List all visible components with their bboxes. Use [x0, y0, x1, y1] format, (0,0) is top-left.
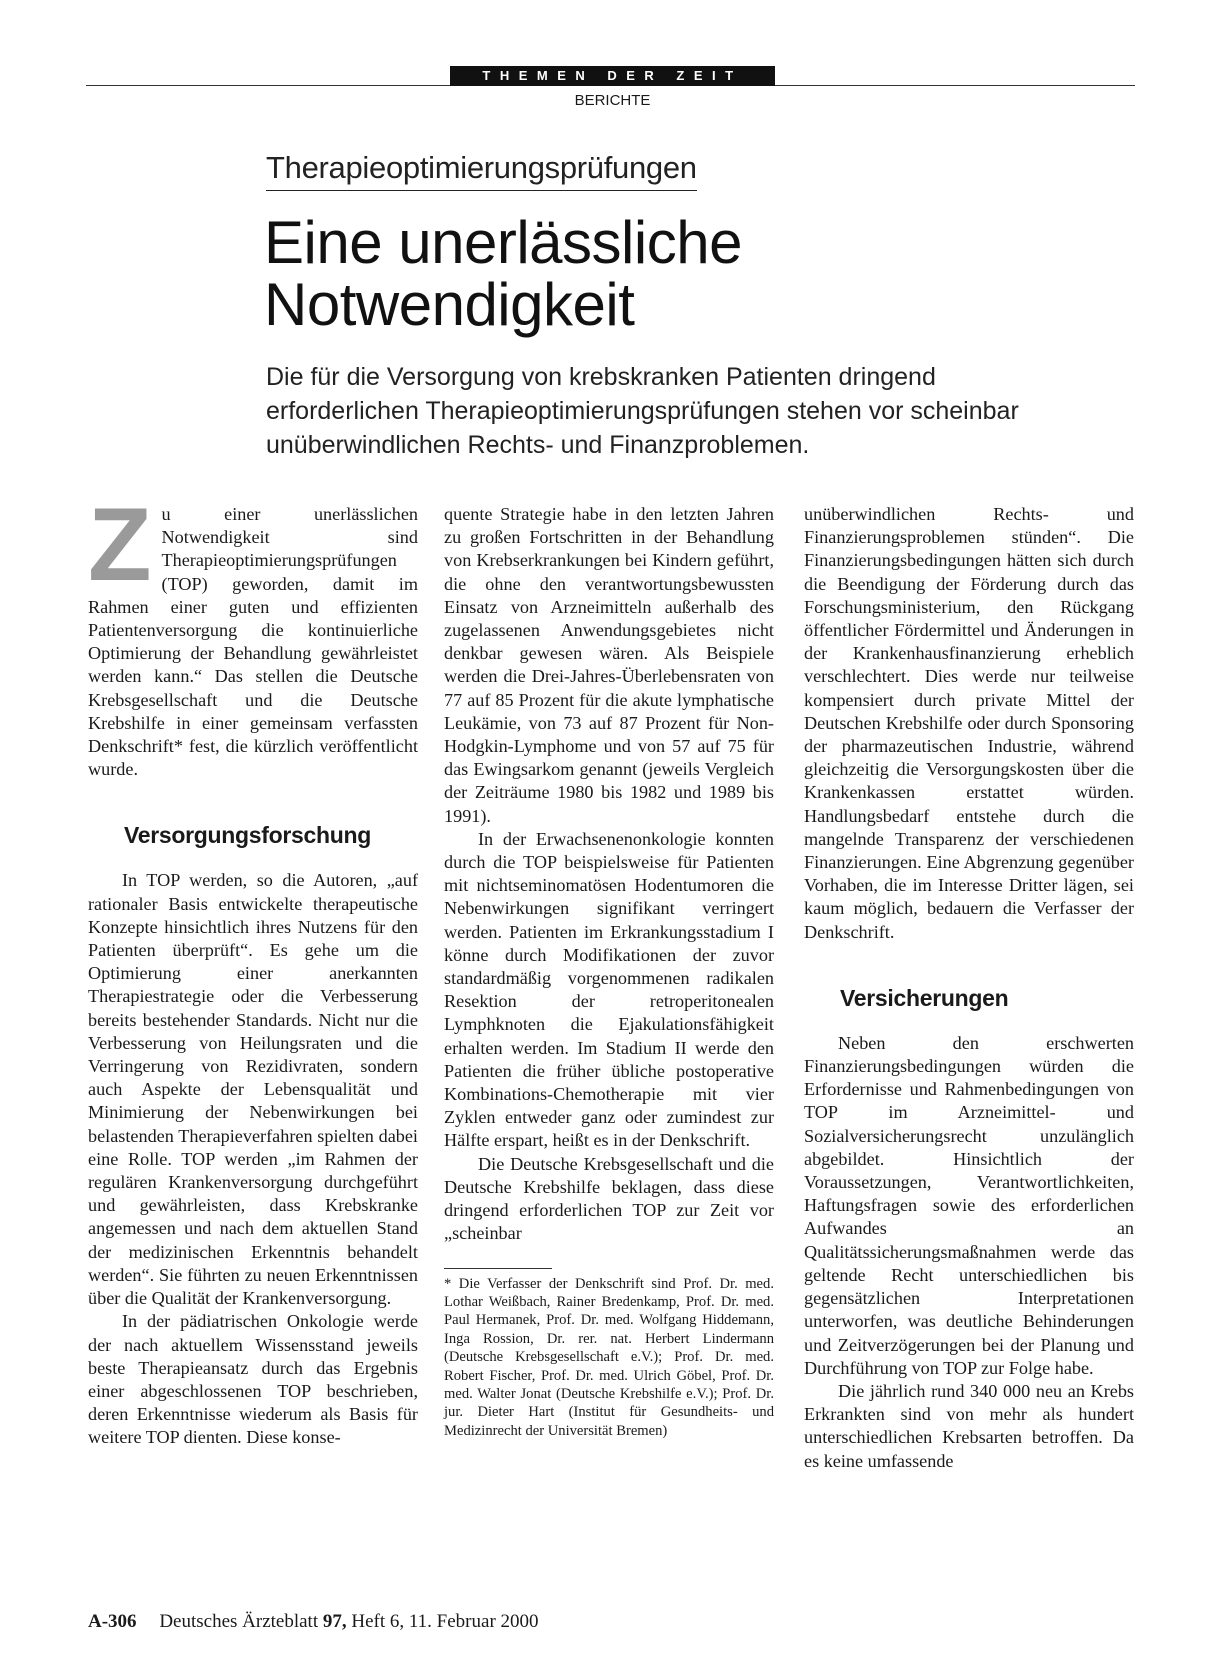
footnote-rule	[444, 1268, 552, 1269]
column-2	[444, 503, 774, 1440]
column-1	[88, 487, 418, 1450]
paragraph-5-cont: unüberwindlichen Rechts- und Finanzierungsproblemen stünden“. Die Finanzierungsbedingungen hätten sich durch die Beendigung der Förderung durch das Forschungsministerium, den Rückgang öffentlicher Fördermittel und Änderungen in der Krankenhausfinanzierung erheblich verschlechtert. Dies werde nur teilweise kompensiert durch private Mittel der Deutschen Krebshilfe oder durch Sponsoring der pharmazeutischen Industrie, während gleichzeitig die Versorgungskosten über die Krankenkassen erstattet würden. Handlungsbedarf entstehe durch die mangelnde Transparenz der verschiedenen Finanzierungen. Eine Abgrenzung gegenüber Vorhaben, die im Interesse Dritter lägen, sei kaum möglich, bedauern die Verfasser der Denkschrift.	[804, 504, 1134, 942]
article-kicker: Therapieoptimierungsprüfungen	[266, 150, 697, 191]
paragraph-4: In der Erwachsenenonkologie konnten durch die TOP beispielsweise für Patienten mit nichtseminomatösen Hodentumoren die Nebenwirkungen signifikant verringert werden. Patienten im Erkrankungsstadium I könne durch Modifikationen der zuvor standardmäßig vorgenommenen radikalen Resektion der retroperitonealen Lymphknoten die Ejakulationsfähigkeit erhalten werden. Im Stadium II werde den Patienten die früher übliche postoperative Kombinations-Chemotherapie mit vier Zyklen entweder ganz oder zumindest zur Hälfte erspart, heißt es in der Denkschrift.	[444, 828, 774, 1151]
paragraph-6: Neben den erschwerten Finanzierungsbedingungen würden die Erfordernisse und Rahmenbedingungen von TOP im Arzneimittel- und Sozialversicherungsrecht unzulänglich abgebildet. Hinsichtlich der Voraussetzungen, Verantwortlichkeiten, Haftungsfragen sowie des erforderlichen Aufwandes an Qualitätssicherungsmaßnahmen werde das geltende Recht unterschiedlichen bis gegensätzlichen Interpretationen unterworfen, was deutliche Behinderungen und Zeitverzögerungen bei der Planung und Durchführung von TOP zur Folge habe.	[804, 1032, 1134, 1378]
paragraph-2: In TOP werden, so die Autoren, „auf rationaler Basis entwickelte therapeutische Konzepte hinsichtlich ihres Nutzens für den Patienten überprüft“. Es gehe um die Optimierung einer anerkannten Therapiestrategie oder die Verbesserung bereits bestehender Standards. Nicht nur die Verbesserung von Heilungsraten und die Verringerung von Rezidivraten, sondern auch Aspekte der Lebensqualität und Minimierung der Nebenwirkungen bei belastenden Therapieverfahren spielten dabei eine Rolle. TOP werden „im Rahmen der regulären Krankenversorgung durchgeführt und gewährleisten, dass Krebskranke angemessen und nach dem aktuellen Stand der medizinischen Erkenntnis behandelt werden“. Sie führten zu neuen Erkenntnissen über die Qualität der Krankenversorgung.	[88, 870, 418, 1309]
footnote: * Die Verfasser der Denkschrift sind Prof. Dr. med. Lothar Weißbach, Rainer Bredenkamp, Prof. Dr. med. Paul Hermanek, Prof. Dr. med. Wolfgang Hiddemann, Inga Rossion, Dr. rer. nat. Herbert Lindermann (Deutsche Krebsgesellschaft e.V.); Prof. Dr. med. Robert Fischer, Prof. Dr. med. Ulrich Göbel, Prof. Dr. med. Walter Jonat (Deutsche Krebshilfe e.V.); Prof. Dr. jur. Dieter Hart (Institut für Gesundheits- und Medizinrecht der Universität Bremen)	[444, 1275, 774, 1439]
page-footer	[88, 1611, 539, 1633]
subhead-versorgungsforschung: Versorgungsforschung	[124, 822, 372, 849]
title-line-2: Notwendigkeit	[264, 271, 635, 338]
article-title	[264, 209, 1064, 338]
title-line-1: Eine unerlässliche	[264, 209, 742, 276]
dropcap: Z	[88, 487, 152, 603]
journal-issue: Heft 6, 11. Februar 2000	[351, 1611, 539, 1632]
journal-name: Deutsches Ärzteblatt	[159, 1611, 319, 1632]
journal-volume: 97,	[322, 1611, 347, 1632]
paragraph-1-text: u einer unerlässlichen Notwendigkeit sind Therapieoptimierungsprüfungen (TOP) geworden, damit im Rahmen einer guten und effizienten Patientenversorgung die kontinuierliche Optimierung der Behandlung gewährleistet werden kann.“ Das stellen die Deutsche Krebsgesellschaft und die Deutsche Krebshilfe in einer gemeinsam verfassten Denkschrift* fest, die kürzlich veröffentlicht wurde.	[88, 504, 418, 780]
paragraph-7: Die jährlich rund 340 000 neu an Krebs Erkrankten sind von mehr als hundert unterschiedlichen Krebsarten betroffen. Da es keine umfassende	[804, 1380, 1134, 1471]
paragraph-3-cont: quente Strategie habe in den letzten Jahren zu großen Fortschritten in der Behandlung von Krebserkrankungen bei Kindern geführt, die ohne den verantwortungsbewussten Einsatz von Arzneimitteln außerhalb des zugelassenen Anwendungsgebietes nicht denkbar gewesen wären. Als Beispiele werden die Drei-Jahres-Überlebensraten von 77 auf 85 Prozent für die akute lymphatische Leukämie, von 73 auf 87 Prozent für Non-Hodgkin-Lymphome und von 57 auf 75 für das Ewingsarkom genannt (jeweils Vergleich der Zeiträume 1980 bis 1982 und 1989 bis 1991).	[444, 504, 774, 826]
section-label: THEMEN DER ZEIT	[450, 66, 775, 86]
article-lead: Die für die Versorgung von krebskranken Patienten dringend erforderlichen Therapieoptimierungsprüfungen stehen vor scheinbar unüberwindlichen Rechts- und Finanzproblemen.	[266, 363, 1019, 459]
page-number: A-306	[88, 1611, 137, 1632]
subhead-versicherungen: Versicherungen	[840, 984, 1009, 1011]
column-3	[804, 503, 1134, 1473]
paragraph-5-start: Die Deutsche Krebsgesellschaft und die Deutsche Krebshilfe beklagen, dass diese dringend erforderlichen TOP zur Zeit vor „scheinbar	[444, 1153, 774, 1244]
paragraph-3-start: In der pädiatrischen Onkologie werde der nach aktuellem Wissensstand jeweils beste Therapieansatz durch das Ergebnis einer abgeschlossenen TOP beschrieben, deren Erkenntnisse wiederum als Basis für weitere TOP dienten. Diese konse-	[88, 1311, 418, 1448]
subsection-label: BERICHTE	[574, 92, 651, 109]
paragraph-1	[88, 487, 418, 781]
